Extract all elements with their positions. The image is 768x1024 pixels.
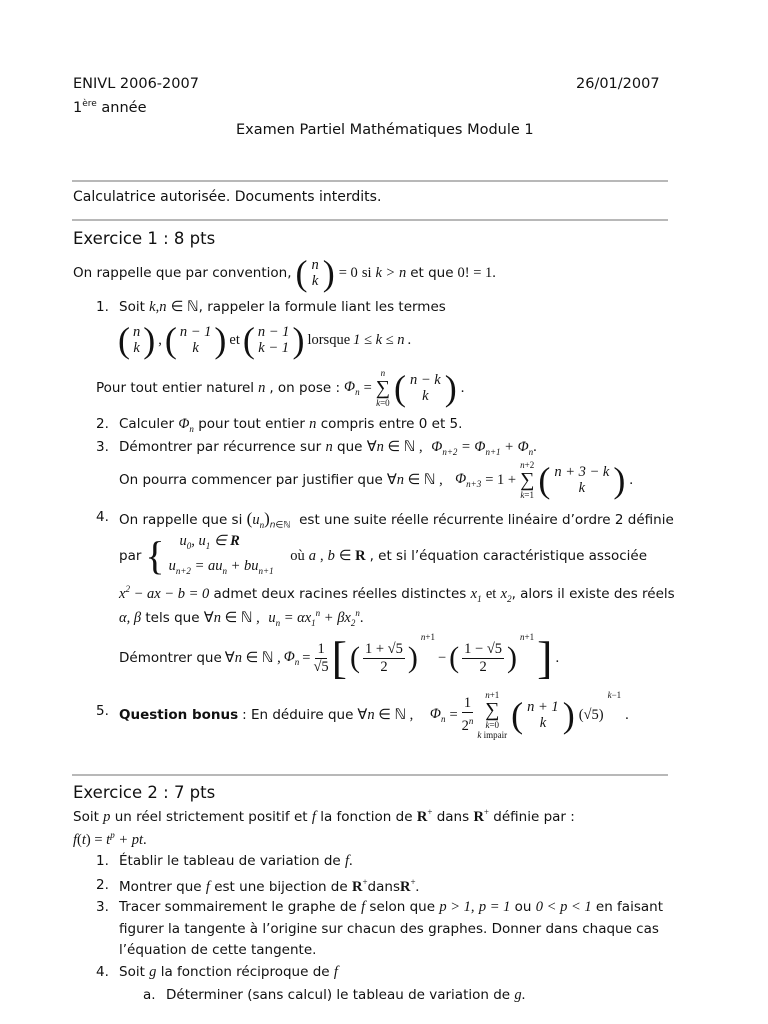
q4-reals-line: α, β tels que ∀n ∈ ℕ , $u_n = \alpha x_1^n + \beta x_2^n$.: [119, 608, 364, 628]
q3-hint: On pourra commencer par justifier que ∀n ∈ ℕ , $\Phi_{n+3}$ = 1 + n+2 ∑ k=1 ( n + 3 − k k ) .: [119, 460, 633, 500]
q4-equation-line: $x^2$ − ax − b = 0 admet deux racines réelles distinctes $x_1$ et $x_2$, alors il existe des réels: [119, 584, 675, 604]
ex2-q1: Établir le tableau de variation de f.: [119, 853, 353, 869]
q1-binomials: ( n k ) , ( n − 1 k ) et ( n − 1 k − 1 ) lorsque 1 ≤ k ≤ n .: [118, 320, 412, 360]
divider: [72, 180, 668, 182]
phi-definition: Pour tout entier naturel n , on pose : $\Phi_n$ = n ∑ k=0 ( n − k k ) .: [96, 368, 465, 408]
q1-text: Soit k,n ∈ ℕ, rappeler la formule liant les termes: [119, 299, 446, 315]
q4-system: par { $u_0$, $u_1$ ∈ R $u_{n+2} = au_n + bu_{n+1}$ où a , b ∈ R , et si l’équation caractéristique associée: [119, 533, 648, 578]
ex2-q4a: Déterminer (sans calcul) le tableau de variation de g.: [166, 987, 526, 1003]
ex2-q2: Montrer que f est une bijection de R+dansR+.: [119, 877, 420, 895]
instructions: Calculatrice autorisée. Documents interdits.: [73, 189, 382, 205]
convention-line: On rappelle que par convention, ( n k ) = 0 si k > n et que 0! = 1.: [73, 253, 496, 293]
ex2-q4: Soit g la fonction réciproque de f: [119, 964, 338, 980]
q5-bonus-line: Question bonus : En déduire que ∀n ∈ ℕ , $\Phi_n$ = $\frac{1}{2^n}$ n+1 ∑ k=0 k impair ( n + 1 k ) (√5) k−1 .: [119, 690, 629, 740]
ex2-q3-line3: l’équation de cette tangente.: [119, 942, 317, 958]
ex2-q3: Tracer sommairement le graphe de f selon que p > 1, p = 1 ou 0 < p < 1 en faisant: [119, 899, 663, 915]
q3-text: Démontrer par récurrence sur n que ∀n ∈ ℕ , $\Phi_{n+2} = \Phi_{n+1} + \Phi_n$.: [119, 439, 537, 457]
school-year: ENIVL 2006-2007: [73, 76, 199, 92]
q4-text: On rappelle que si $(u_n)_{n\in ℕ}$ est une suite réelle récurrente linéaire d’ordre 2 définie: [119, 509, 674, 531]
q4-show-line: Démontrer que ∀n ∈ ℕ , $\Phi_n$ = $\frac{1}{√5}$ [ ( $\frac{1 + √5}{2}$ ) $^{n +1}$ − ( $\frac{1 - √5}{2}$ ) $^{n +1}$ ] .: [119, 632, 560, 683]
exercise-1-title: Exercice 1 : 8 pts: [73, 229, 216, 248]
divider: [72, 774, 668, 776]
ex2-q3-line2: figurer la tangente à l’origine sur chacun des graphes. Donner dans chaque cas: [119, 921, 659, 937]
exam-date: 26/01/2007: [576, 76, 660, 92]
q2-text: Calculer $\Phi_n$ pour tout entier n compris entre 0 et 5.: [119, 416, 463, 434]
ex2-function: $f(t) = t^p$ + pt.: [73, 830, 147, 848]
ex2-intro: Soit p un réel strictement positif et f la fonction de R+ dans R+ définie par :: [73, 807, 575, 825]
exam-title: Examen Partiel Mathématiques Module 1: [236, 122, 534, 138]
class-level: 1ère année: [73, 99, 147, 116]
exercise-2-title: Exercice 2 : 7 pts: [73, 783, 216, 802]
divider: [72, 219, 668, 221]
